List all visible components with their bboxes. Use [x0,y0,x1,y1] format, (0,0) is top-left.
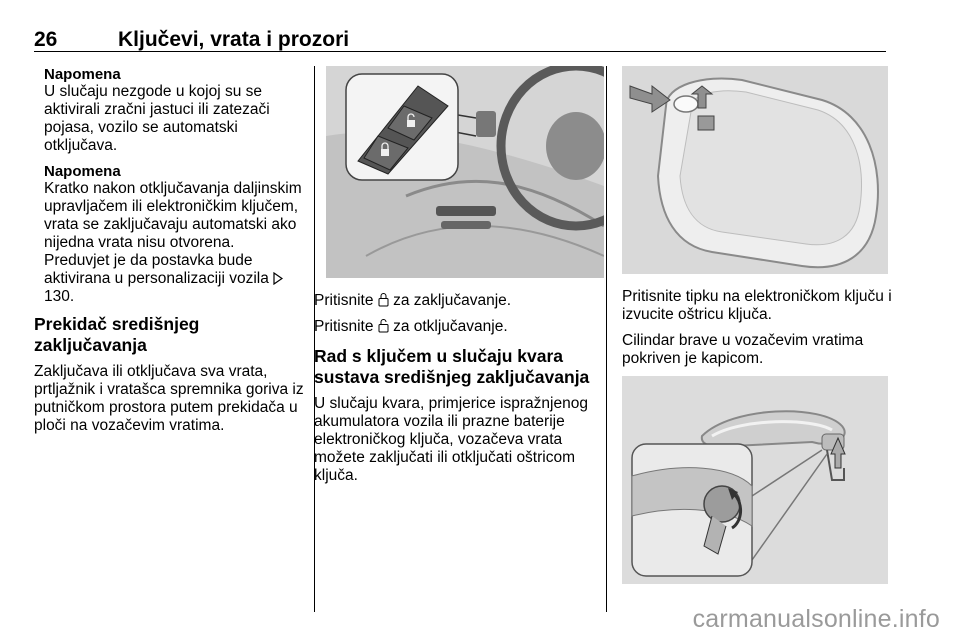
column-left [34,66,304,435]
note-text: U slučaju nezgode u kojoj su se aktivirali zračni jastuci ili zatezači pojasa, vozilo se automatski otključava. [44,83,270,154]
page-reference-arrow-icon [273,272,283,285]
section-text: U slučaju kvara, primjerice ispražnjenog akumulatora vozila ili prazne baterije elektroničkog ključa, vozačeva vrata možete zaključati ili otključati oštricom ključa. [314,395,588,484]
unlock-text-after: za otključavanje. [393,318,508,335]
unlock-text-before: Pritisnite [314,318,374,335]
lock-text-after: za zaključavanje. [393,292,512,309]
page-number: 26 [34,28,58,51]
section-title: Prekidač središnjeg zaključavanja [34,314,200,355]
section-text: Zaključava ili otključava sva vrata, prtljažnik i vratašca spremnika goriva iz putničkom prostora putem prekidača u ploči na vozačevim vratima. [34,363,304,434]
column-divider-2 [606,66,607,612]
column-right [622,66,892,584]
lock-cylinder-text: Cilindar brave u vozačevim vratima pokriven je kapicom. [622,332,864,367]
door-switch-illustration [326,66,604,278]
lock-instruction [314,292,598,310]
chapter-title: Ključevi, vrata i prozori [118,28,350,51]
section-title: Rad s ključem u slučaju kvara sustava središnjeg zaključavanja [314,346,590,387]
column-middle [314,66,598,485]
note-text [44,180,304,306]
note-text-body: Kratko nakon otključavanja daljinskim upravljačem ili elektroničkim ključem, vrata se zaključavaju automatski ako nijedna vrata nisu otvorena. Preduvjet je da postavka bude aktivirana u personalizaciji vozila [44,180,302,287]
unlock-icon [378,318,389,333]
lock-text-before: Pritisnite [314,292,374,309]
page-header [34,28,886,52]
unlock-instruction [314,318,598,336]
key-blade-instruction: Pritisnite tipku na elektroničkom ključu i izvucite oštricu ključa. [622,288,892,323]
door-handle-illustration [622,376,888,584]
note-title: Napomena [44,163,121,180]
note-title: Napomena [44,66,121,83]
watermark: carmanualsonline.info [692,605,940,633]
page-reference-link[interactable]: 130. [44,288,75,305]
electronic-key-illustration [622,66,888,274]
lock-icon [378,292,389,307]
